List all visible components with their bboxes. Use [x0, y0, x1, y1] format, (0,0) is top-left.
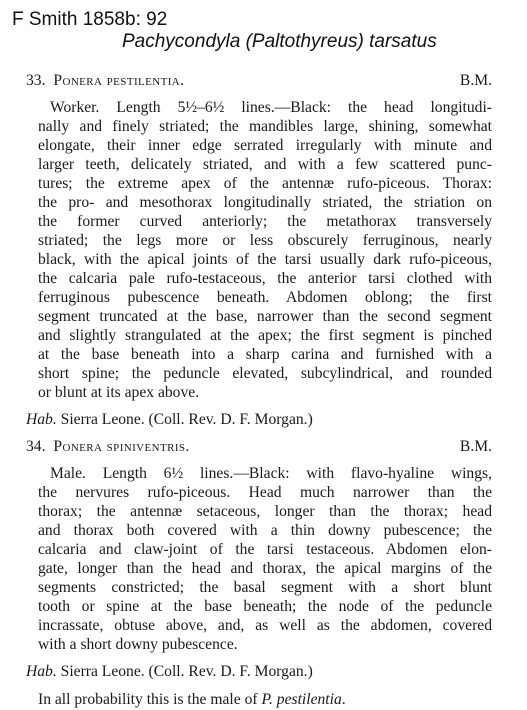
description-line: segments constricted; the basal segment with a short blunt [38, 579, 492, 596]
species-name: Ponera pestilentia. [53, 72, 185, 89]
description-line: black, with the apical joints of the tarsi usually dark rufo-piceous, [38, 251, 492, 268]
habitat-text: Sierra Leone. (Coll. Rev. D. F. Morgan.) [60, 411, 313, 428]
description-line: gate, longer than the head and thorax, the apical margins of the [38, 560, 492, 577]
description-line: striated; the legs more or less obscurely ferruginous, nearly [38, 232, 492, 249]
description-line: with a short downy pubescence. [38, 636, 238, 653]
description-line: calcaria and claw-joint of the tarsi testaceous. Abdomen elon- [38, 541, 492, 558]
species-title [26, 436, 190, 458]
description-line: Male. Length 6½ lines.—Black: with flavo-hyaline wings, [50, 465, 492, 482]
species-number: 33. [26, 72, 46, 89]
species-title [26, 70, 184, 92]
species-heading [26, 70, 492, 92]
description-line: tures; the extreme apex of the antennæ rufo-piceous. Thorax: [38, 175, 492, 192]
page-text [26, 70, 492, 710]
habitat-line [26, 662, 492, 682]
description-line: Worker. Length 5½–6½ lines.—Black: the head longitudi- [50, 99, 492, 116]
species-description [26, 98, 492, 402]
habitat-label: Hab. [26, 411, 57, 428]
description-line: and thorax both covered with a thin downy pubescence; the [38, 522, 492, 539]
description-line: the pro- and mesothorax longitudinally striated, the striation on [38, 194, 492, 211]
closing-note [26, 690, 492, 710]
description-line: larger teeth, delicately striated, and with a few scattered punc- [38, 156, 492, 173]
description-line: elongate, their inner edge serrated irregularly with minute and [38, 137, 492, 154]
collection-code: B.M. [459, 72, 492, 89]
description-line: the former curved anteriorly; the metathorax transversely [38, 213, 492, 230]
note-end: . [341, 691, 346, 708]
species-description [26, 464, 492, 654]
note-text: In all probability this is the male of [38, 691, 258, 708]
description-line: segment truncated at the base, narrower than the second segment [38, 308, 492, 325]
species-heading [26, 436, 492, 458]
description-line: ferruginous pubescence beneath. Abdomen oblong; the first [38, 289, 492, 306]
taxon-header: Pachycondyla (Paltothyreus) tarsatus [122, 31, 437, 52]
description-line: thorax; the antennæ setaceous, longer than the thorax; head [38, 503, 492, 520]
citation-header: F Smith 1858b: 92 [12, 9, 168, 30]
description-line: the nervures rufo-piceous. Head much narrower than the [38, 484, 492, 501]
species-number: 34. [26, 438, 46, 455]
description-line: tooth or spine at the base beneath; the node of the peduncle [38, 598, 492, 615]
note-species: P. pestilentia [261, 691, 342, 708]
description-line: at the base beneath into a sharp carina and furnished with a [38, 346, 492, 363]
description-line: or blunt at its apex above. [38, 384, 200, 401]
habitat-line [26, 410, 492, 430]
description-line: the calcaria pale rufo-testaceous, the anterior tarsi clothed with [38, 270, 492, 287]
description-line: short spine; the peduncle elevated, subcylindrical, and rounded [38, 365, 492, 382]
habitat-label: Hab. [26, 663, 57, 680]
description-line: and slightly strangulated at the apex; the first segment is pinched [38, 327, 492, 344]
habitat-text: Sierra Leone. (Coll. Rev. D. F. Morgan.) [60, 663, 313, 680]
collection-code: B.M. [459, 438, 492, 455]
description-line: nally and finely striated; the mandibles large, shining, somewhat [38, 118, 492, 135]
description-line: incrassate, obtuse above, and, as well as the abdomen, covered [38, 617, 492, 634]
species-name: Ponera spiniventris. [53, 438, 190, 455]
